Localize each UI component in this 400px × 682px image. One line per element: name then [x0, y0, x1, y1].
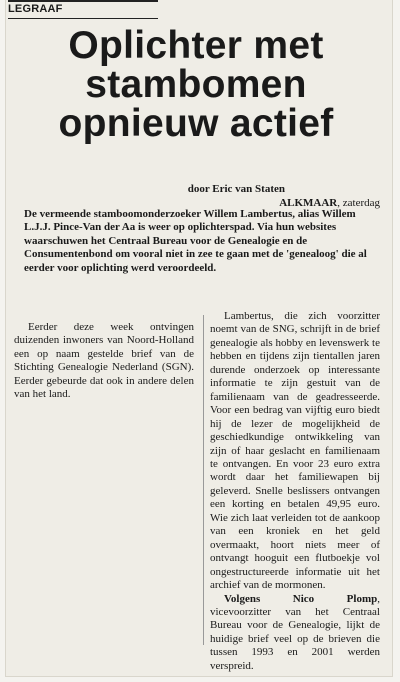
column-divider: [203, 315, 204, 645]
article-headline: Oplichter met stambomen opnieuw actief: [58, 24, 334, 145]
right-paragraph-2-text: , vicevoorzitter van het Centraal Bureau voor de Genealogie, lijkt de huidige brief veel op de brieven die tussen 1993 en 2001 werden verspreid.: [210, 592, 380, 672]
dateline-place: ALKMAAR: [279, 197, 338, 209]
article-byline: door Eric van Staten: [187, 183, 285, 195]
quoted-person: Volgens Nico Plomp: [224, 592, 378, 605]
article-column-right: [210, 310, 380, 673]
article-column-left: [14, 321, 194, 402]
right-paragraph-2: [210, 593, 380, 674]
newspaper-masthead: LEGRAAF: [8, 0, 158, 19]
dateline-day: , zaterdag: [337, 197, 380, 209]
left-paragraph: Eerder deze week ontvingen duizenden inwoners van Noord-Holland een op naam gestelde brief van de Stichting Genealogie Nederland (SGN). Eerder gebeurde dat ook in andere delen van het land.: [14, 321, 194, 401]
article-lead: De vermeende stamboomonderzoeker Willem Lambertus, alias Willem L.J.J. Pince-Van der Aa is weer op oplichterspad. Via hun websites waarschuwen het Centraal Bureau voor de Genealogie en de Consumentenbond om vooral niet in zee te gaan met de 'genealoog' die al eerder voor oplichting werd veroordeeld.: [24, 208, 367, 274]
right-paragraph-1: Lambertus, die zich voorzitter noemt van de SNG, schrijft in de brief genealogie als hobby en levenswerk te hebben en tijdens zijn tientallen jaren durende onderzoek op interessante informatie te zijn gestuit van de familienaam van de geadresseerde. Voor een bedrag van vijftig euro biedt hij de lezer de mogelijkheid de geschiedkundige ontwikkeling van zijn of haar geslacht en familienaam te ontvangen. En voor 23 euro extra wordt daar het familiewapen bij geleverd. Snelle beslissers ontvangen een korting en betalen 49,95 euro. Wie zich laat verleiden tot de aankoop van een kroniek en het geld overmaakt, hoort niets meer of ontvangt hooguit een flutboekje vol ongestructureerde informatie uit het archief van de mormonen.: [210, 310, 380, 592]
